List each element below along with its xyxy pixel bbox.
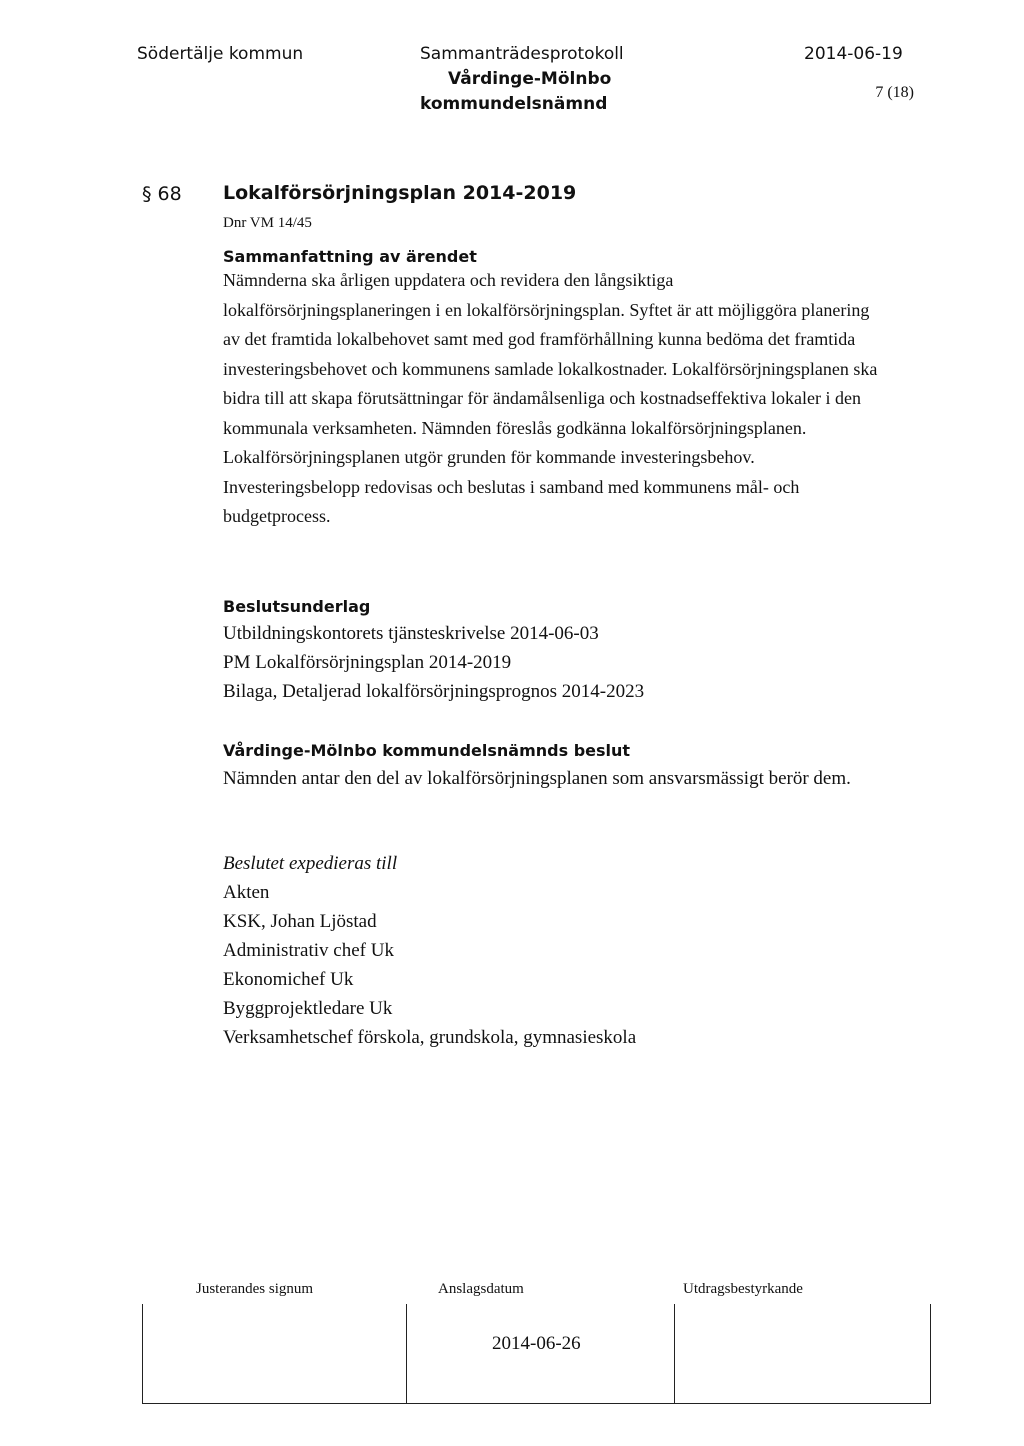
basis-list [223,619,644,706]
case-number: Dnr VM 14/45 [223,215,312,231]
header-municipality: Södertälje kommun [137,44,304,64]
header-date: 2014-06-19 [804,44,903,64]
page-number: 7 (18) [875,84,914,101]
header-committee-line1: Vårdinge-Mölnbo [448,69,612,89]
footer-label-signature: Justerandes signum [196,1281,314,1297]
basis-item: Utbildningskontorets tjänsteskrivelse 2014-06-03 [223,623,599,644]
summary-heading: Sammanfattning av ärendet [223,247,477,266]
section-sign: § 68 [142,183,182,205]
basis-item: Bilaga, Detaljerad lokalförsörjningsprognos 2014-2023 [223,681,645,702]
distribution-item: Ekonomichef Uk [223,969,354,990]
basis-item: PM Lokalförsörjningsplan 2014-2019 [223,652,512,673]
distribution-item: Byggprojektledare Uk [223,998,393,1019]
decision-text: Nämnden antar den del av lokalförsörjningsplanen som ansvarsmässigt berör dem. [223,768,851,789]
footer-border-left [142,1304,143,1404]
distribution-item: Administrativ chef Uk [223,940,394,961]
basis-heading: Beslutsunderlag [223,597,371,616]
distribution-heading: Beslutet expedieras till [223,853,398,874]
footer-divider-1 [406,1304,407,1404]
footer-divider-2 [674,1304,675,1404]
header-committee-line2: kommundelsnämnd [420,94,608,114]
decision-heading: Vårdinge-Mölnbo kommundelsnämnds beslut [223,741,631,760]
distribution-item: KSK, Johan Ljöstad [223,911,377,932]
footer-label-posting-date: Anslagsdatum [438,1281,524,1297]
footer-border-right [930,1304,931,1404]
distribution-item: Verksamhetschef förskola, grundskola, gymnasieskola [223,1027,637,1048]
summary-text: Nämnderna ska årligen uppdatera och revidera den långsiktiga lokalförsörjningsplaneringen i en lokalförsörjningsplan. Syftet är att möjliggöra planering av det framtida lokalbehovet samt med god framförhållning kunna bedöma det framtida investeringsbehovet och kommunens samlade lokalkostnader. Lokalförsörjningsplanen ska bidra till att skapa förutsättningar för ändamålsenliga och kostnadseffektiva lokaler i den kommunala verksamheten. Nämnden föreslås godkänna lokalförsörjningsplanen. Lokalförsörjningsplanen utgör grunden för kommande investeringsbehov. Investeringsbelopp redovisas och beslutas i samband med kommunens mål- och budgetprocess. [223,270,878,526]
header-doc-type: Sammanträdesprotokoll [420,44,624,64]
footer-border-bottom [142,1403,931,1404]
distribution-block [223,849,636,1052]
section-title: Lokalförsörjningsplan 2014-2019 [223,182,577,204]
posting-date-value: 2014-06-26 [492,1333,581,1354]
distribution-item: Akten [223,882,270,903]
footer-label-extract: Utdragsbestyrkande [683,1281,803,1297]
